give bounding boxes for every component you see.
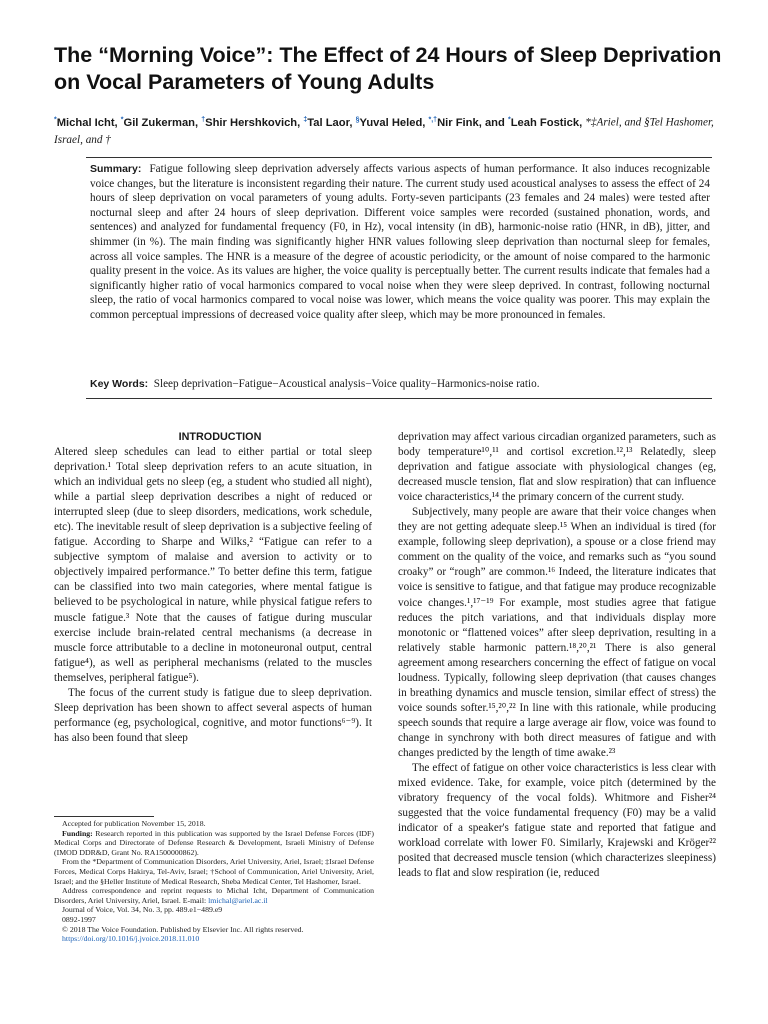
author-mark: * [120, 116, 124, 123]
summary-bottom-rule [86, 398, 712, 399]
correspondence-note: Address correspondence and reprint requests to Michal Icht, Department of Communication Disorders, Ariel University, Ariel, Israel. E-mail: lmichal@ariel.ac.il [54, 886, 374, 905]
author-mark: * [54, 116, 57, 123]
issn: 0892-1997 [62, 914, 96, 924]
accepted-date: Accepted for publication November 15, 2018. [62, 819, 206, 828]
journal-citation: Journal of Voice, Vol. 34, No. 3, pp. 489.e1−489.e9 [62, 905, 223, 915]
author-list: *Michal Icht, *Gil Zukerman, †Shir Hershkovich, ‡Tal Laor, §Yuval Heled, *,†Nir Fink, and *Leah Fostick, *‡Ariel, and §Tel Hashomer, Israel, and † [54, 116, 714, 146]
summary-top-rule [86, 157, 712, 158]
author-mark: § [355, 116, 360, 123]
section-heading-introduction: INTRODUCTION [178, 431, 262, 443]
keywords-label: Key Words: [90, 378, 149, 390]
funding-note: Funding: Research reported in this publication was supported by the Israel Defense Forces (IDF) Medical Corps and Directorate of Defense Research & Development, Israeli Ministry of Defense (IMOD DDR&D, Grant No. RA1500000862). [54, 828, 374, 857]
summary-text: Fatigue following sleep deprivation adversely affects various aspects of human performance. It also induces recognizable voice changes, but the literature is inconsistent regarding their nature. The current study used acoustical analyses to assess the effect of 24 hours of sleep deprivation on vocal parameters of young adults. Forty-seven participants (23 females and 24 males) were tested after nocturnal sleep and after 24 hours of sleep deprivation. Different voice samples were recorded (sustained phonation, words, and sentences) and analyzed for fundamental frequency (F0, in Hz), vocal intensity (in dB), harmonic-noise ratio (HNR, in dB), jitter, and shimmer (in %). The main finding was significantly higher HNR values following sleep deprivation than nocturnal sleep for females, across all voice samples. The HNR is a measure of the degree of acoustic periodicity, or the amount of noise compared to the harmonic quality present in the voice. As its values are higher, the voice quality is perceptually better. The current results indicate that females had a significantly higher ratio of vocal harmonics compared to vocal noise when they were sleep deprived. In contrast, following nocturnal sleep, the ratio of vocal harmonics compared to vocal noise was lower, which means the voice quality was poorer. This may explain the common perceptual impressions of decreased voice quality after sleep, which may be more pronounced in females. [90, 163, 710, 321]
keywords [90, 377, 710, 391]
intro-paragraph-5: The effect of fatigue on other voice characteristics is less clear with mixed evidence. Take, for example, voice pitch (determined by the vibratory frequency of the vocal folds). Whitmore and Fisher²⁴ suggested that the voice fundamental frequency (F0) may be a valid indicator of a speaker's fatigue state and reported that fatigue and workload correlate with lower F0. Similarly, Krajewski and Kröger²² posited that decreased muscle tension (which characterizes sleepiness) leads to flat and slow respiration (ie, reduced [398, 762, 716, 880]
author-mark: * [507, 116, 511, 123]
abstract [90, 162, 710, 323]
footnote-block [54, 819, 374, 944]
author-name: Gil Zukerman [123, 116, 195, 129]
affiliations-note: From the *Department of Communication Disorders, Ariel University, Ariel, Israel; ‡Israel Defense Forces, Medical Corps Hakirya, Tel-Aviv, Israel; †School of Communication, Ariel University, Ariel, Israel; and the §Heller Institute of Medical Research, Sheba Medical Center, Tel Hashomer, Israel. [54, 857, 374, 886]
intro-paragraph-1: Altered sleep schedules can lead to either partial or total sleep deprivation.¹ Total sleep deprivation refers to an acute situation, in which an individual gets no sleep (eg, a student who studied all night), while a partial sleep deprivation describes a night of reduced or interrupted sleep (due to sleep disorders, medications, work schedule, etc). The inevitable result of sleep deprivation is a subjective feeling of fatigue. According to Sharpe and Wilks,² “Fatigue can refer to a subjective symptom of malaise and aversion to activity or to objectively impaired performance.” To better define this term, fatigue can be classified into two main categories, where mental fatigue is believed to be psychological in nature, while physical fatigue refers to muscle fatigue.³ Note that the causes of fatigue during muscular exercise include brain-related central mechanisms (a decrease in muscle force attributable to a decline in motoneuronal output, central fatigue⁴), as well as peripheral mechanisms (related to the muscles themselves, peripheral fatigue⁵). [54, 446, 372, 684]
paper-title: The “Morning Voice”: The Effect of 24 Hours of Sleep Deprivation on Vocal Parameters of Young Adults [54, 43, 722, 94]
author-mark: *,† [428, 116, 438, 123]
footnote-rule [54, 816, 154, 817]
keywords-text: Sleep deprivation−Fatigue−Acoustical analysis−Voice quality−Harmonics-noise ratio. [153, 378, 540, 390]
copyright: © 2018 The Voice Foundation. Published by Elsevier Inc. All rights reserved. [62, 924, 304, 934]
summary-label: Summary: [90, 163, 142, 175]
author-mark: † [201, 116, 206, 123]
right-column [398, 430, 716, 881]
email-link[interactable]: lmichal@ariel.ac.il [208, 895, 268, 905]
author-name: Nir Fink [437, 116, 479, 129]
intro-paragraph-3: deprivation may affect various circadian organized parameters, such as body temperature¹⁰,¹¹ and cortisol excretion.¹²,¹³ Relatedly, sleep deprivation and fatigue associate with physiological changes (eg, decreased muscle tension, flat and slow respiration) that can influence voice characteristics,¹⁴ the primary concern of the current study. [398, 431, 716, 504]
intro-paragraph-4: Subjectively, many people are aware that their voice changes when they are not getting adequate sleep.¹⁵ When an individual is tired (for example, following sleep deprivation), a spouse or a close friend may comment on the quality of the voice, and remarks such as “you sound croaky” or “rough” are common.¹⁶ Indeed, the literature indicates that voice is sensitive to fatigue, and that fatigue may produce recognizable voice changes.¹,¹⁷⁻¹⁹ For example, most studies agree that fatigue reduces the pitch variations, and that individuals display more monotonic or “flattened voices” after sleep deprivation, resulting in a relatively stable harmonic pattern.¹⁸,²⁰,²¹ There is also general agreement among researchers concerning the effect of fatigue on vocal loudness. Typically, following sleep deprivation (that causes changes in breathing dynamics and muscle tension, similar effect of stress) the voice sounds softer.¹⁵,²⁰,²² In line with this rationale, while producing speech sounds that require a large average air flow, voice was found to change in synchrony with both direct measures of fatigue and with changes predicted by the length of time awake.²³ [398, 506, 716, 759]
intro-paragraph-2: The focus of the current study is fatigue due to sleep deprivation. Sleep deprivation has been shown to affect several aspects of human performance (eg, psychological, cognitive, and motor functions⁶⁻⁹). It has also been found that sleep [54, 686, 372, 744]
author-name: Leah Fostick [510, 116, 580, 129]
doi-line [54, 934, 374, 944]
left-column [54, 430, 372, 746]
author-name: Shir Hershkovich [205, 116, 298, 129]
author-name: Michal Icht [56, 116, 115, 129]
doi-link[interactable]: https://doi.org/10.1016/j.jvoice.2018.11.010 [62, 934, 200, 944]
author-name: Tal Laor [307, 116, 350, 129]
author-mark: ‡ [303, 116, 308, 123]
author-name: Yuval Heled [359, 116, 423, 129]
affiliation-line: *‡Ariel, and §Tel Hashomer, Israel, and † [54, 116, 714, 146]
